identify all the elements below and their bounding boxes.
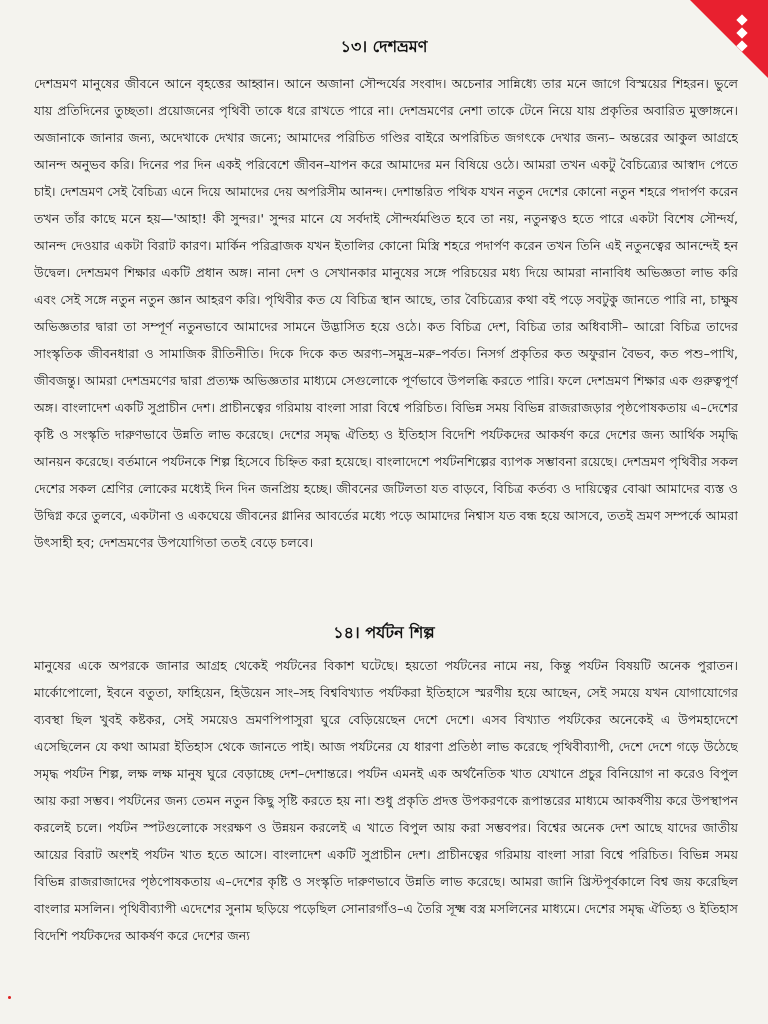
section-body-desh-bhromon: দেশভ্রমণ মানুষের জীবনে আনে বৃহত্তের আহ্বান। আনে অজানা সৌন্দর্যের সংবাদ। অচেনার সান্নিধ্যে তার মনে জাগে বিস্ময়ের শিহরন। ভুলে যায় প্রতিদিনের তুচ্ছতা। প্রয়োজনের পৃথিবী তাকে ধরে রাখতে পারে না। দেশভ্রমণের নেশা তাকে টেনে নিয়ে যায় প্রকৃতির অবারিত মুক্তাঙ্গনে। অজানাকে জানার জন্য, অদেখাকে দেখার জন্যে; আমাদের পরিচিত গণ্ডির বাইরে অপরিচিত জগৎকে দেখার জন্য– অন্তরের আকুল আগ্রহে আনন্দ অনুভব করি। দিনের পর দিন একই পরিবেশে জীবন–যাপন করে আমাদের মন বিষিয়ে ওঠে। আমরা তখন একটু বৈচিত্র্যের আস্বাদ পেতে চাই। দেশভ্রমণ সেই বৈচিত্র্য এনে দিয়ে আমাদের দেয় অপরিসীম আনন্দ। দেশান্তরিত পথিক যখন নতুন দেশের কোনো নতুন শহরে পদার্পণ করেন তখন তাঁর কাছে মনে হয়—'আহা! কী সুন্দর।' সুন্দর মানে যে সর্বদাই সৌন্দর্যমণ্ডিত হবে তা নয়, নতুনত্বও হতে পারে একটা বিশেষ সৌন্দর্য, আনন্দ দেওয়ার একটা বিরাট কারণ। মার্কিন পরিব্রাজক যখন ইতালির কোনো মিস্ত্রি শহরে পদার্পণ করেন তখন তিনি এই নতুনত্বের আনন্দেই হন উদ্বেল। দেশভ্রমণ শিক্ষার একটি প্রধান অঙ্গ। নানা দেশ ও সেখানকার মানুষের সঙ্গে পরিচয়ের মধ্য দিয়ে আমরা নানাবিধ অভিজ্ঞতা লাভ করি এবং সেই সঙ্গে নতুন নতুন জ্ঞান আহরণ করি। পৃথিবীর কত যে বিচিত্র স্থান আছে, তার বৈচিত্র্যের কথা বই পড়ে সবটুকু জানতে পারি না, চাক্ষুষ অভিজ্ঞতার দ্বারা তা সম্পূর্ণ নতুনভাবে আমাদের সামনে উদ্ভাসিত হয়ে ওঠে। কত বিচিত্র দেশ, বিচিত্র তার অধিবাসী– আরো বিচিত্র তাদের সাংস্কৃতিক জীবনধারা ও সামাজিক রীতিনীতি। দিকে দিকে কত অরণ্য–সমুদ্র–মরু–পর্বত। নিসর্গ প্রকৃতির কত অফুরান বৈভব, কত পশু–পাখি, জীবজন্তু। আমরা দেশভ্রমণের দ্বারা প্রত্যক্ষ অভিজ্ঞতার মাধ্যমে সেগুলোকে পূর্ণভাবে উপলব্ধি করতে পারি। ফলে দেশভ্রমণ শিক্ষার এক গুরুত্বপূর্ণ অঙ্গ। বাংলাদেশ একটি সুপ্রাচীন দেশ। প্রাচীনত্বের গরিমায় বাংলা সারা বিশ্বে পরিচিত। বিভিন্ন সময় বিভিন্ন রাজরাজড়ার পৃষ্ঠপোষকতায় এ–দেশের কৃষ্টি ও সংস্কৃতি দারুণভাবে উন্নতি লাভ করেছে। দেশের সমৃদ্ধ ঐতিহ্য ও ইতিহাস বিদেশি পর্যটকদের আকর্ষণ করে দেশের জন্য আর্থিক সমৃদ্ধি আনয়ন করেছে। বর্তমানে পর্যটনকে শিল্প হিসেবে চিহ্নিত করা হয়েছে। বাংলাদেশে পর্যটনশিল্পের ব্যাপক সম্ভাবনা রয়েছে। দেশভ্রমণ পৃথিবীর সকল দেশের সকল শ্রেণির লোকের মধ্যেই দিন দিন জনপ্রিয় হচ্ছে। জীবনের জটিলতা যত বাড়বে, বিচিত্র কর্তব্য ও দায়িত্বের বোঝা আমাদের ব্যস্ত ও উদ্বিগ্ন করে তুলবে, একটানা ও একঘেয়ে জীবনের গ্লানির আবর্তের মধ্যে পড়ে আমাদের নিশ্বাস যত বন্ধ হয়ে আসবে, ততই ভ্রমণ সম্পর্কে আমরা উৎসাহী হব; দেশভ্রমণের উপযোগিতা ততই বেড়ে চলবে। xyxy=(34,76,738,550)
section-heading-desh-bhromon: ১৩। দেশভ্রমণ xyxy=(340,37,428,56)
stray-mark xyxy=(8,996,11,999)
corner-dot xyxy=(736,14,747,25)
section-body-porjoton-shilpo: মানুষের একে অপরকে জানার আগ্রহ থেকেই পর্যটনের বিকাশ ঘটেছে। হয়তো পর্যটনের নামে নয়, কিন্তু পর্যটন বিষয়টি অনেক পুরাতন। মার্কোপোলো, ইবনে বতুতা, ফাহিয়েন, হিউয়েন সাং–সহ বিশ্ববিখ্যাত পর্যটকরা ইতিহাসে স্মরণীয় হয়ে আছেন, সেই সময়ে যখন যোগাযোগের ব্যবস্থা ছিল খুবই কষ্টকর, সেই সময়েও ভ্রমণপিপাসুরা ঘুরে বেড়িয়েছেন দেশে দেশে। এসব বিখ্যাত পর্যটকের অনেকেই এ উপমহাদেশে এসেছিলেন যে কথা আমরা ইতিহাস থেকে জানতে পাই। আজ পর্যটনের যে ধারণা প্রতিষ্ঠা লাভ করেছে পৃথিবীব্যাপী, দেশে দেশে গড়ে উঠেছে সমৃদ্ধ পর্যটন শিল্প, লক্ষ লক্ষ মানুষ ঘুরে বেড়াচ্ছে দেশ–দেশান্তরে। পর্যটন এমনই এক অর্থনৈতিক খাত যেখানে প্রচুর বিনিয়োগ না করেও বিপুল আয় করা সম্ভব। পর্যটনের জন্য তেমন নতুন কিছু সৃষ্টি করতে হয় না। শুধু প্রকৃতি প্রদত্ত উপকরণকে রূপান্তরের মাধ্যমে আকর্ষণীয় করে উপস্থাপন করলেই চলে। পর্যটন স্পটগুলোকে সংরক্ষণ ও উন্নয়ন করলেই এ খাতে বিপুল আয় করা সম্ভবপর। বিশ্বের অনেক দেশ আছে যাদের জাতীয় আয়ের বিরাট অংশই পর্যটন খাত হতে আসে। বাংলাদেশ একটি সুপ্রাচীন দেশ। প্রাচীনত্বের গরিমায় বাংলা সারা বিশ্বে পরিচিত। বিভিন্ন সময় বিভিন্ন রাজরাজাদের পৃষ্ঠপোষকতায় এ–দেশের কৃষ্টি ও সংস্কৃতি দারুণভাবে উন্নতি লাভ করেছে। আমরা জানি খ্রিস্টপূর্বকালে বিশ্ব জয় করেছিল বাংলার মসলিন। পৃথিবীব্যাপী এদেশের সুনাম ছড়িয়ে পড়েছিল সোনারগাঁও–এ তৈরি সূক্ষ্ম বস্ত্র মসলিনের মাধ্যমে। দেশের সমৃদ্ধ ঐতিহ্য ও ইতিহাস বিদেশি পর্যটকদের আকর্ষণ করে দেশের জন্য xyxy=(34,658,738,943)
section-heading-porjoton-shilpo: ১৪। পর্যটন শিল্প xyxy=(333,623,435,642)
